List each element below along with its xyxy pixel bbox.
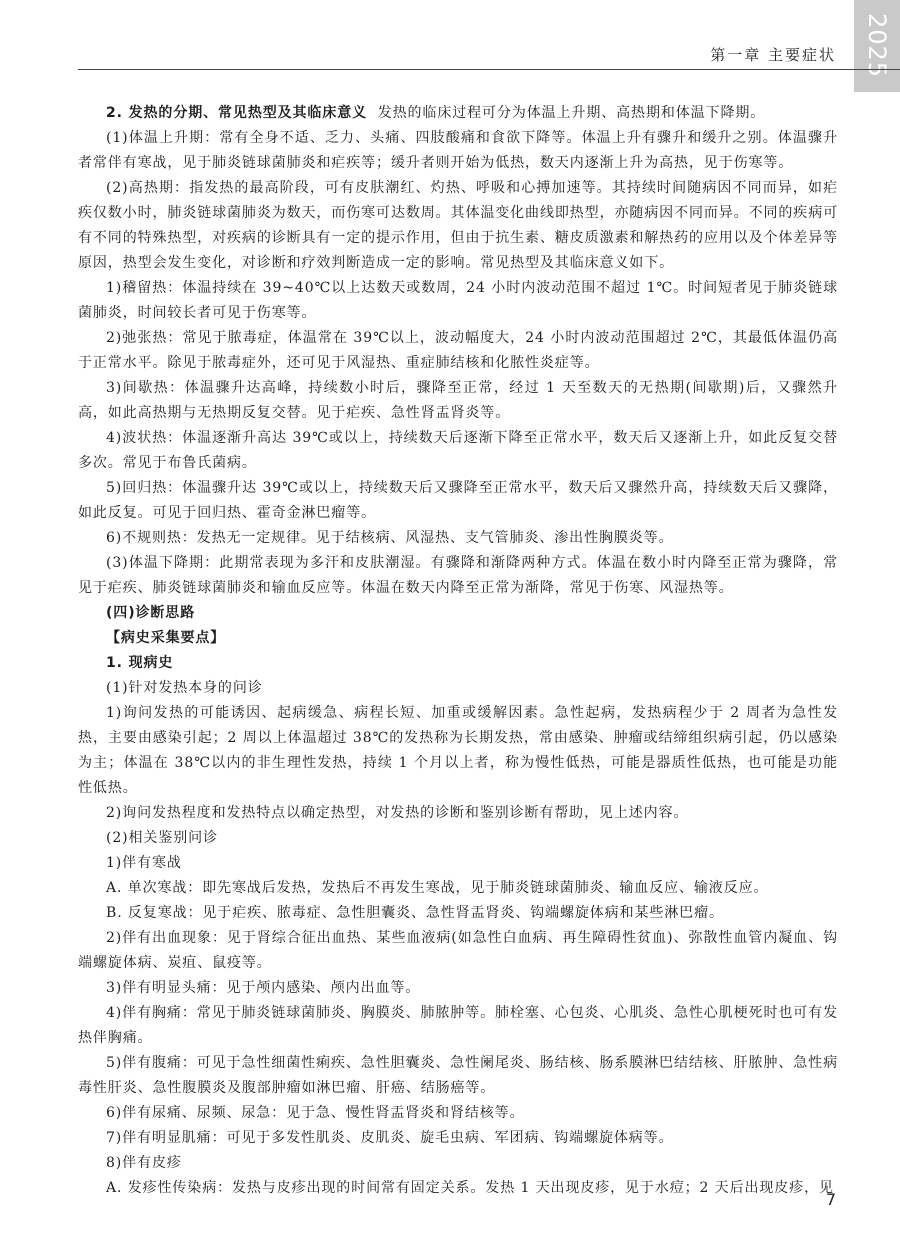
paragraph: [78, 101, 838, 126]
paragraph: 4)伴有胸痛：常见于肺炎链球菌肺炎、胸膜炎、肺脓肿等。肺栓塞、心包炎、心肌炎、急性心肌梗死时也可有发热伴胸痛。: [78, 1005, 838, 1046]
section-heading: (四)诊断思路: [106, 605, 196, 621]
paragraph: A. 单次寒战：即先寒战后发热，发热后不再发生寒战，见于肺炎链球菌肺炎、输血反应、输液反应。: [106, 880, 769, 896]
paragraph-text: 发热的临床过程可分为体温上升期、高热期和体温下降期。: [377, 105, 766, 121]
paragraph: 3)间歇热：体温骤升达高峰，持续数小时后，骤降至正常，经过 1 天至数天的无热期(间歇期)后，又骤然升高，如此高热期与无热期反复交替。见于疟疾、急性肾盂肾炎等。: [78, 380, 838, 421]
paragraph: 1)询问发热的可能诱因、起病缓急、病程长短、加重或缓解因素。急性起病，发热病程少于 2 周者为急性发热，主要由感染引起；2 周以上体温超过 38℃的发热称为长期发热，常由感染、肿瘤或结缔组织病引起，仍以感染为主；体温在 38℃以内的非生理性发热，持续 1 个月以上者，称为慢性低热，可能是器质性低热，也可能是功能性低热。: [78, 705, 838, 796]
paragraph: 1)稽留热：体温持续在 39~40℃以上达数天或数周，24 小时内波动范围不超过 1℃。时间短者见于肺炎链球菌肺炎，时间较长者可见于伤寒等。: [78, 280, 838, 321]
page-body: [78, 101, 838, 1201]
subsection-heading: 1. 现病史: [106, 655, 174, 671]
paragraph: (2)高热期：指发热的最高阶段，可有皮肤潮红、灼热、呼吸和心搏加速等。其持续时间随病因不同而异，如疟疾仅数小时，肺炎链球菌肺炎为数天，而伤寒可达数周。其体温变化曲线即热型，亦随病因不同而异。不同的疾病可有不同的特殊热型，对疾病的诊断具有一定的提示作用，但由于抗生素、糖皮质激素和解热药的应用以及个体差异等原因，热型会发生变化，对诊断和疗效判断造成一定的影响。常见热型及其临床意义如下。: [78, 180, 838, 271]
paragraph: 5)回归热：体温骤升达 39℃或以上，持续数天后又骤降至正常水平，数天后又骤然升高，持续数天后又骤降，如此反复。可见于回归热、霍奇金淋巴瘤等。: [78, 480, 838, 521]
paragraph: 1)伴有寒战: [106, 855, 182, 871]
paragraph: (1)体温上升期：常有全身不适、乏力、头痛、四肢酸痛和食欲下降等。体温上升有骤升和缓升之别。体温骤升者常伴有寒战，见于肺炎链球菌肺炎和疟疾等；缓升者则开始为低热，数天内逐渐上升为高热，见于伤寒等。: [78, 130, 838, 171]
paragraph: (1)针对发热本身的问诊: [106, 680, 263, 696]
paragraph: 7)伴有明显肌痛：可见于多发性肌炎、皮肌炎、旋毛虫病、军团病、钩端螺旋体病等。: [106, 1130, 674, 1146]
paragraph: 2)伴有出血现象：见于肾综合征出血热、某些血液病(如急性白血病、再生障碍性贫血)、弥散性血管内凝血、钩端螺旋体病、炭疽、鼠疫等。: [78, 930, 838, 971]
paragraph: 3)伴有明显头痛：见于颅内感染、颅内出血等。: [106, 980, 421, 996]
paragraph: 2)询问发热程度和发热特点以确定热型，对发热的诊断和鉴别诊断有帮助，见上述内容。: [106, 805, 689, 821]
page-number: 7: [825, 1190, 836, 1209]
paragraph: 5)伴有腹痛：可见于急性细菌性痢疾、急性胆囊炎、急性阑尾炎、肠结核、肠系膜淋巴结结核、肝脓肿、急性病毒性肝炎、急性腹膜炎及腹部肿瘤如淋巴瘤、肝癌、结肠癌等。: [78, 1055, 838, 1096]
header-rule: [78, 69, 900, 70]
running-head: 第一章 主要症状: [710, 46, 836, 64]
paragraph: 6)伴有尿痛、尿频、尿急：见于急、慢性肾盂肾炎和肾结核等。: [106, 1105, 525, 1121]
paragraph: B. 反复寒战：见于疟疾、脓毒症、急性胆囊炎、急性肾盂肾炎、钩端螺旋体病和某些淋巴瘤。: [106, 905, 724, 921]
section-heading: 2. 发热的分期、常见热型及其临床意义: [106, 105, 368, 121]
paragraph: 2)弛张热：常见于脓毒症，体温常在 39℃以上，波动幅度大，24 小时内波动范围超过 2℃，其最低体温仍高于正常水平。除见于脓毒症外，还可见于风湿热、重症肺结核和化脓性炎症等。: [78, 330, 838, 371]
paragraph: 8)伴有皮疹: [106, 1155, 182, 1171]
subsection-heading: 【病史采集要点】: [106, 630, 226, 646]
paragraph: (2)相关鉴别问诊: [106, 830, 218, 846]
paragraph: 4)波状热：体温逐渐升高达 39℃或以上，持续数天后逐渐下降至正常水平，数天后又逐渐上升，如此反复交替多次。常见于布鲁氏菌病。: [78, 430, 838, 471]
paragraph: 6)不规则热：发热无一定规律。见于结核病、风湿热、支气管肺炎、渗出性胸膜炎等。: [106, 530, 674, 546]
year-tab: 2025: [854, 0, 900, 92]
paragraph: A. 发疹性传染病：发热与皮疹出现的时间常有固定关系。发热 1 天出现皮疹，见于水痘；2 天后出现皮疹，见: [106, 1180, 834, 1196]
paragraph: (3)体温下降期：此期常表现为多汗和皮肤潮湿。有骤降和渐降两种方式。体温在数小时内降至正常为骤降，常见于疟疾、肺炎链球菌肺炎和输血反应等。体温在数天内降至正常为渐降，常见于伤寒、风湿热等。: [78, 555, 838, 596]
